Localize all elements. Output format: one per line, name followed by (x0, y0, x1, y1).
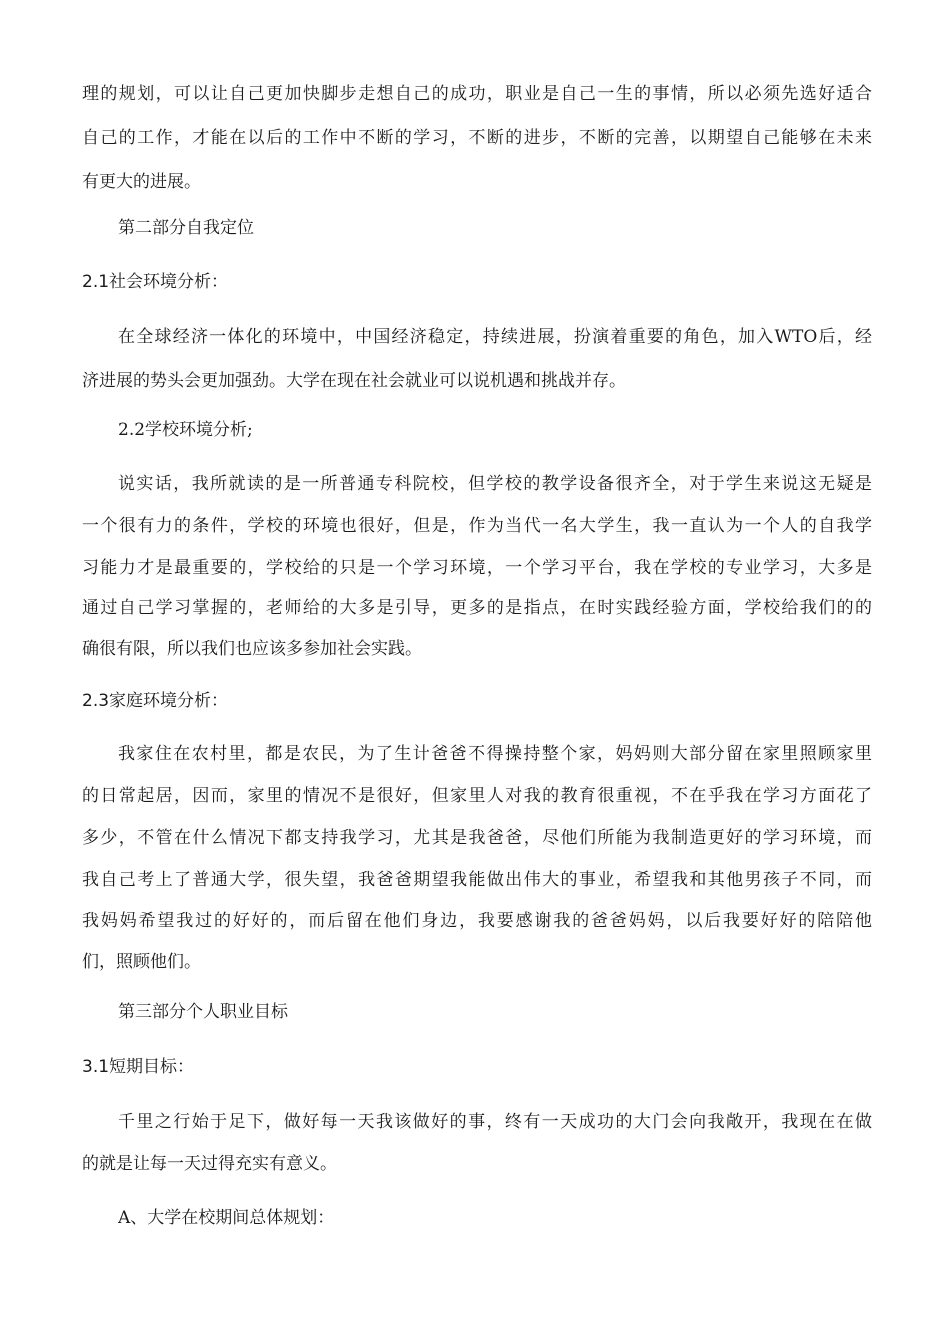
subsection-heading: 2.2学校环境分析; (118, 420, 253, 440)
subsection-number: 2.3 (82, 691, 110, 711)
subsection-label: 家庭环境分析： (109, 691, 229, 711)
paragraph-line: 自己的工作，才能在以后的工作中不断的学习，不断的进步，不断的完善，以期望自己能够在未来 (82, 128, 872, 148)
paragraph-line: 们，照顾他们。 (82, 952, 201, 972)
paragraph-line: 我自己考上了普通大学，很失望，我爸爸期望我能做出伟大的事业，希望我和其他男孩子不同，而 (82, 870, 872, 890)
subsection-heading (82, 270, 872, 294)
paragraph-line: 通过自己学习掌握的，老师给的大多是引导，更多的是指点，在时实践经验方面，学校给我们的的 (82, 598, 872, 618)
paragraph-line: 我家住在农村里，都是农民，为了生计爸爸不得操持整个家，妈妈则大部分留在家里照顾家里 (118, 744, 872, 764)
paragraph-line: 说实话，我所就读的是一所普通专科院校，但学校的教学设备很齐全，对于学生来说这无疑是 (118, 474, 872, 494)
section-heading: 第二部分自我定位 (118, 218, 254, 238)
subsection-heading (82, 1055, 872, 1079)
paragraph-line: 的日常起居，因而，家里的情况不是很好，但家里人对我的教育很重视，不在乎我在学习方面花了 (82, 786, 872, 806)
paragraph-line: 在全球经济一体化的环境中，中国经济稳定，持续进展，扮演着重要的角色，加入WTO后，经 (118, 327, 872, 347)
subsection-label: 社会环境分析： (109, 272, 229, 292)
paragraph-line: 我妈妈希望我过的好好的，而后留在他们身边，我要感谢我的爸爸妈妈，以后我要好好的陪陪他 (82, 911, 872, 931)
paragraph-line: 多少，不管在什么情况下都支持我学习，尤其是我爸爸，尽他们所能为我制造更好的学习环境，而 (82, 828, 872, 848)
paragraph-line: 确很有限，所以我们也应该多参加社会实践。 (82, 639, 422, 659)
subsection-label: 短期目标： (109, 1057, 195, 1077)
paragraph-line: 习能力才是最重要的，学校给的只是一个学习环境，一个学习平台，我在学校的专业学习，大多是 (82, 558, 872, 578)
paragraph-line: 千里之行始于足下，做好每一天我该做好的事，终有一天成功的大门会向我敞开，我现在在做 (118, 1112, 872, 1132)
paragraph-line: 济进展的势头会更加强劲。大学在现在社会就业可以说机遇和挑战并存。 (82, 371, 626, 391)
subsection-number: 2.1 (82, 272, 110, 292)
subsection-heading: A、大学在校期间总体规划： (118, 1208, 335, 1228)
section-heading: 第三部分个人职业目标 (118, 1002, 288, 1022)
paragraph-line: 一个很有力的条件，学校的环境也很好，但是，作为当代一名大学生，我一直认为一个人的自我学 (82, 516, 872, 536)
paragraph-line: 的就是让每一天过得充实有意义。 (82, 1154, 337, 1174)
subsection-heading (82, 689, 872, 713)
subsection-number: 3.1 (82, 1057, 110, 1077)
paragraph-line: 理的规划，可以让自己更加快脚步走想自己的成功，职业是自己一生的事情，所以必须先选好适合 (82, 84, 872, 104)
paragraph-line: 有更大的进展。 (82, 172, 201, 192)
